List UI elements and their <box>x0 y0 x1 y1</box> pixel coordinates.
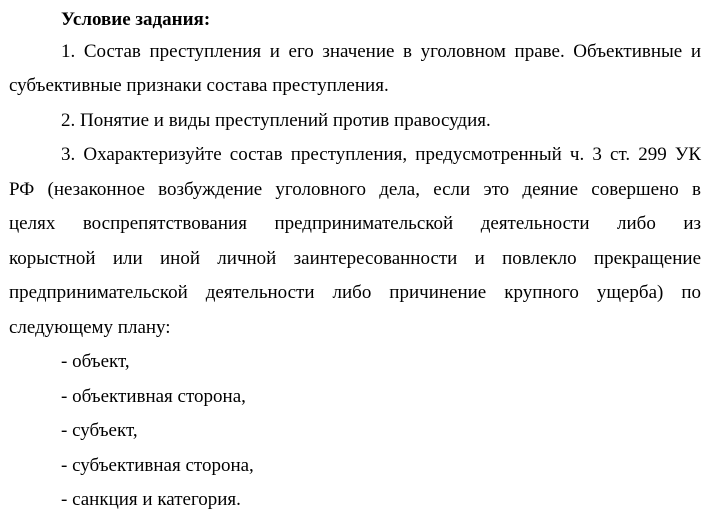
plan-item-sanction: - санкция и категория. <box>61 489 241 510</box>
item2-line1: 2. Понятие и виды преступлений против правосудия. <box>61 109 491 131</box>
plan-item-objective-side: - объективная сторона, <box>61 385 246 407</box>
item3-line3: целях воспрепятствования предпринимательской деятельности либо из <box>9 213 701 234</box>
item3-line6: следующему плану: <box>9 316 171 338</box>
item3-line1: 3. Охарактеризуйте состав преступления, предусмотренный ч. 3 ст. 299 УК <box>61 144 701 165</box>
task-heading: Условие задания: <box>61 9 211 30</box>
plan-item-subjective-side: - субъективная сторона, <box>61 454 254 476</box>
item3-line4: корыстной или иной личной заинтересованности и повлекло прекращение <box>9 247 701 269</box>
plan-item-subject: - субъект, <box>61 420 138 441</box>
task-document <box>9 0 701 518</box>
item3-line5: предпринимательской деятельности либо причинение крупного ущерба) по <box>9 282 701 303</box>
plan-item-object: - объект, <box>61 351 130 372</box>
item1-line2: субъективные признаки состава преступления. <box>9 75 389 96</box>
item1-line1: 1. Состав преступления и его значение в уголовном праве. Объективные и <box>61 40 701 62</box>
item3-line2: РФ (незаконное возбуждение уголовного дела, если это деяние совершено в <box>9 178 701 200</box>
